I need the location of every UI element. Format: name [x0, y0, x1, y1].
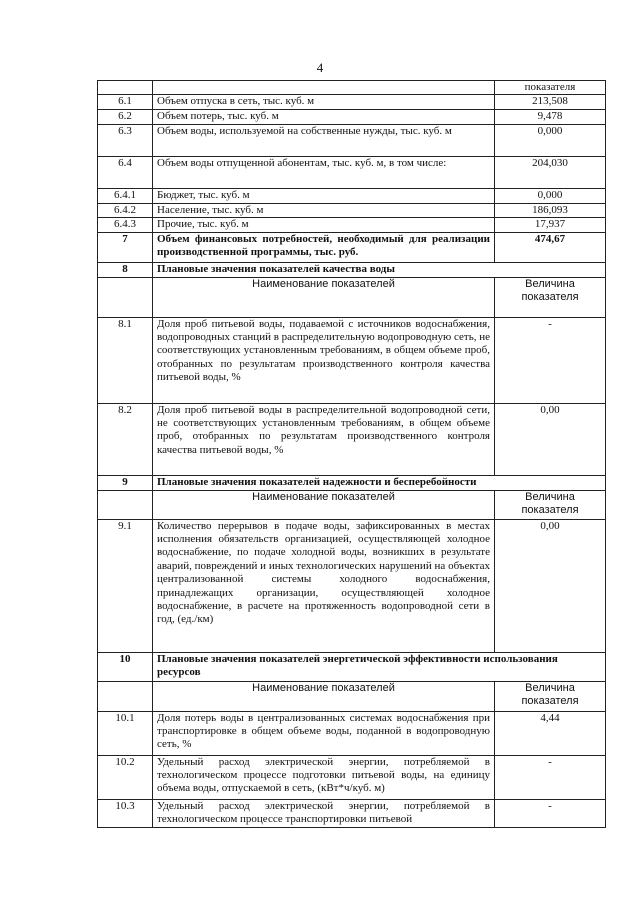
row-text: Бюджет, тыс. куб. м: [153, 189, 495, 203]
row-number: 10.1: [98, 711, 153, 755]
row-value: 0,00: [495, 519, 606, 652]
row-value: 17,937: [495, 218, 606, 232]
table-row: [98, 125, 606, 157]
row-number: 7: [98, 232, 153, 262]
row-number: 6.3: [98, 125, 153, 157]
blank-cell: [98, 277, 153, 317]
row-value: 213,508: [495, 95, 606, 110]
table-row: [98, 317, 606, 403]
table-row: [98, 232, 606, 262]
section-header: [98, 652, 606, 681]
row-value: 0,000: [495, 189, 606, 203]
row-text: Объем отпуска в сеть, тыс. куб. м: [153, 95, 495, 110]
row-text: Количество перерывов в подаче воды, зафиксированных в местах исполнения обязательств организацией, осуществляющей холодное водоснабжение, по подаче холодной воды, возникших в результате аварий, повреждений и иных технологических нарушений на объектах централизованной системы холодного водоснабжения, принадлежащих организации, осуществляющей холодное водоснабжение, в расчете на протяженность водопроводной сети в год, (ед./км): [153, 519, 495, 652]
row-number: 8.2: [98, 403, 153, 475]
section-header: [98, 475, 606, 490]
table-row: [98, 189, 606, 203]
row-value: 0,000: [495, 125, 606, 157]
row-value: 4,44: [495, 711, 606, 755]
table-row: [98, 403, 606, 475]
table-row: [98, 110, 606, 125]
table-row: [98, 203, 606, 217]
blank-cell: [153, 81, 495, 95]
row-number: 10.2: [98, 755, 153, 799]
row-value: -: [495, 317, 606, 403]
row-value: 204,030: [495, 157, 606, 189]
row-value: 186,093: [495, 203, 606, 217]
row-number: 6.4: [98, 157, 153, 189]
row-text: Объем финансовых потребностей, необходимый для реализации производственной программы, тыс. руб.: [153, 232, 495, 262]
section-number: 8: [98, 262, 153, 277]
column-header-name: Наименование показателей: [153, 490, 495, 519]
row-number: 9.1: [98, 519, 153, 652]
section-number: 9: [98, 475, 153, 490]
column-header-value: показателя: [495, 81, 606, 95]
table-row: [98, 519, 606, 652]
row-text: Доля проб питьевой воды в распределительной водопроводной сети, не соответствующих установленным требованиям, в общем объеме проб, отобранных по результатам производственного контроля качества питьевой воды, %: [153, 403, 495, 475]
blank-cell: [98, 81, 153, 95]
row-text: Удельный расход электрической энергии, потребляемой в технологическом процессе подготовки питьевой воды, на единицу объема воды, отпускаемой в сеть, (кВт*ч/куб. м): [153, 755, 495, 799]
row-number: 6.2: [98, 110, 153, 125]
column-header-value: Величина показателя: [495, 490, 606, 519]
table-row: [98, 95, 606, 110]
section-title: Плановые значения показателей надежности и бесперебойности: [153, 475, 606, 490]
row-value: 9,478: [495, 110, 606, 125]
blank-cell: [98, 490, 153, 519]
table-row: [98, 755, 606, 799]
page-number: 4: [316, 60, 324, 75]
section-title: Плановые значения показателей энергетической эффективности использования ресурсов: [153, 652, 606, 681]
column-header-value: Величина показателя: [495, 681, 606, 711]
row-text: Население, тыс. куб. м: [153, 203, 495, 217]
row-text: Объем потерь, тыс. куб. м: [153, 110, 495, 125]
row-value: 0,00: [495, 403, 606, 475]
row-text: Доля проб питьевой воды, подаваемой с источников водоснабжения, водопроводных станций в распределительную водопроводную сеть, не соответствующих установленным требованиям, в общем объеме проб, отобранных по результатам производственного контроля качества питьевой воды, %: [153, 317, 495, 403]
column-header-name: Наименование показателей: [153, 681, 495, 711]
column-header-row: [98, 277, 606, 317]
row-text: Удельный расход электрической энергии, потребляемой в технологическом процессе транспортировки питьевой: [153, 799, 495, 827]
row-value: -: [495, 799, 606, 827]
row-text: Объем воды отпущенной абонентам, тыс. куб. м, в том числе:: [153, 157, 495, 189]
row-number: 6.4.2: [98, 203, 153, 217]
table-row: [98, 157, 606, 189]
row-text: Объем воды, используемой на собственные нужды, тыс. куб. м: [153, 125, 495, 157]
column-header-value: Величина показателя: [495, 277, 606, 317]
row-number: 6.1: [98, 95, 153, 110]
column-header-row: [98, 490, 606, 519]
row-value: 474,67: [495, 232, 606, 262]
row-number: 8.1: [98, 317, 153, 403]
table-row: [98, 218, 606, 232]
row-number: 6.4.3: [98, 218, 153, 232]
table-row: [98, 711, 606, 755]
section-number: 10: [98, 652, 153, 681]
row-value: -: [495, 755, 606, 799]
section-title: Плановые значения показателей качества воды: [153, 262, 606, 277]
program-table: [97, 80, 606, 828]
column-header-name: Наименование показателей: [153, 277, 495, 317]
row-text: Прочие, тыс. куб. м: [153, 218, 495, 232]
blank-cell: [98, 681, 153, 711]
row-number: 6.4.1: [98, 189, 153, 203]
section-header: [98, 262, 606, 277]
row-number: 10.3: [98, 799, 153, 827]
table-row: [98, 799, 606, 827]
column-header-row: [98, 681, 606, 711]
row-text: Доля потерь воды в централизованных системах водоснабжения при транспортировке в общем объеме воды, поданной в водопроводную сеть, %: [153, 711, 495, 755]
